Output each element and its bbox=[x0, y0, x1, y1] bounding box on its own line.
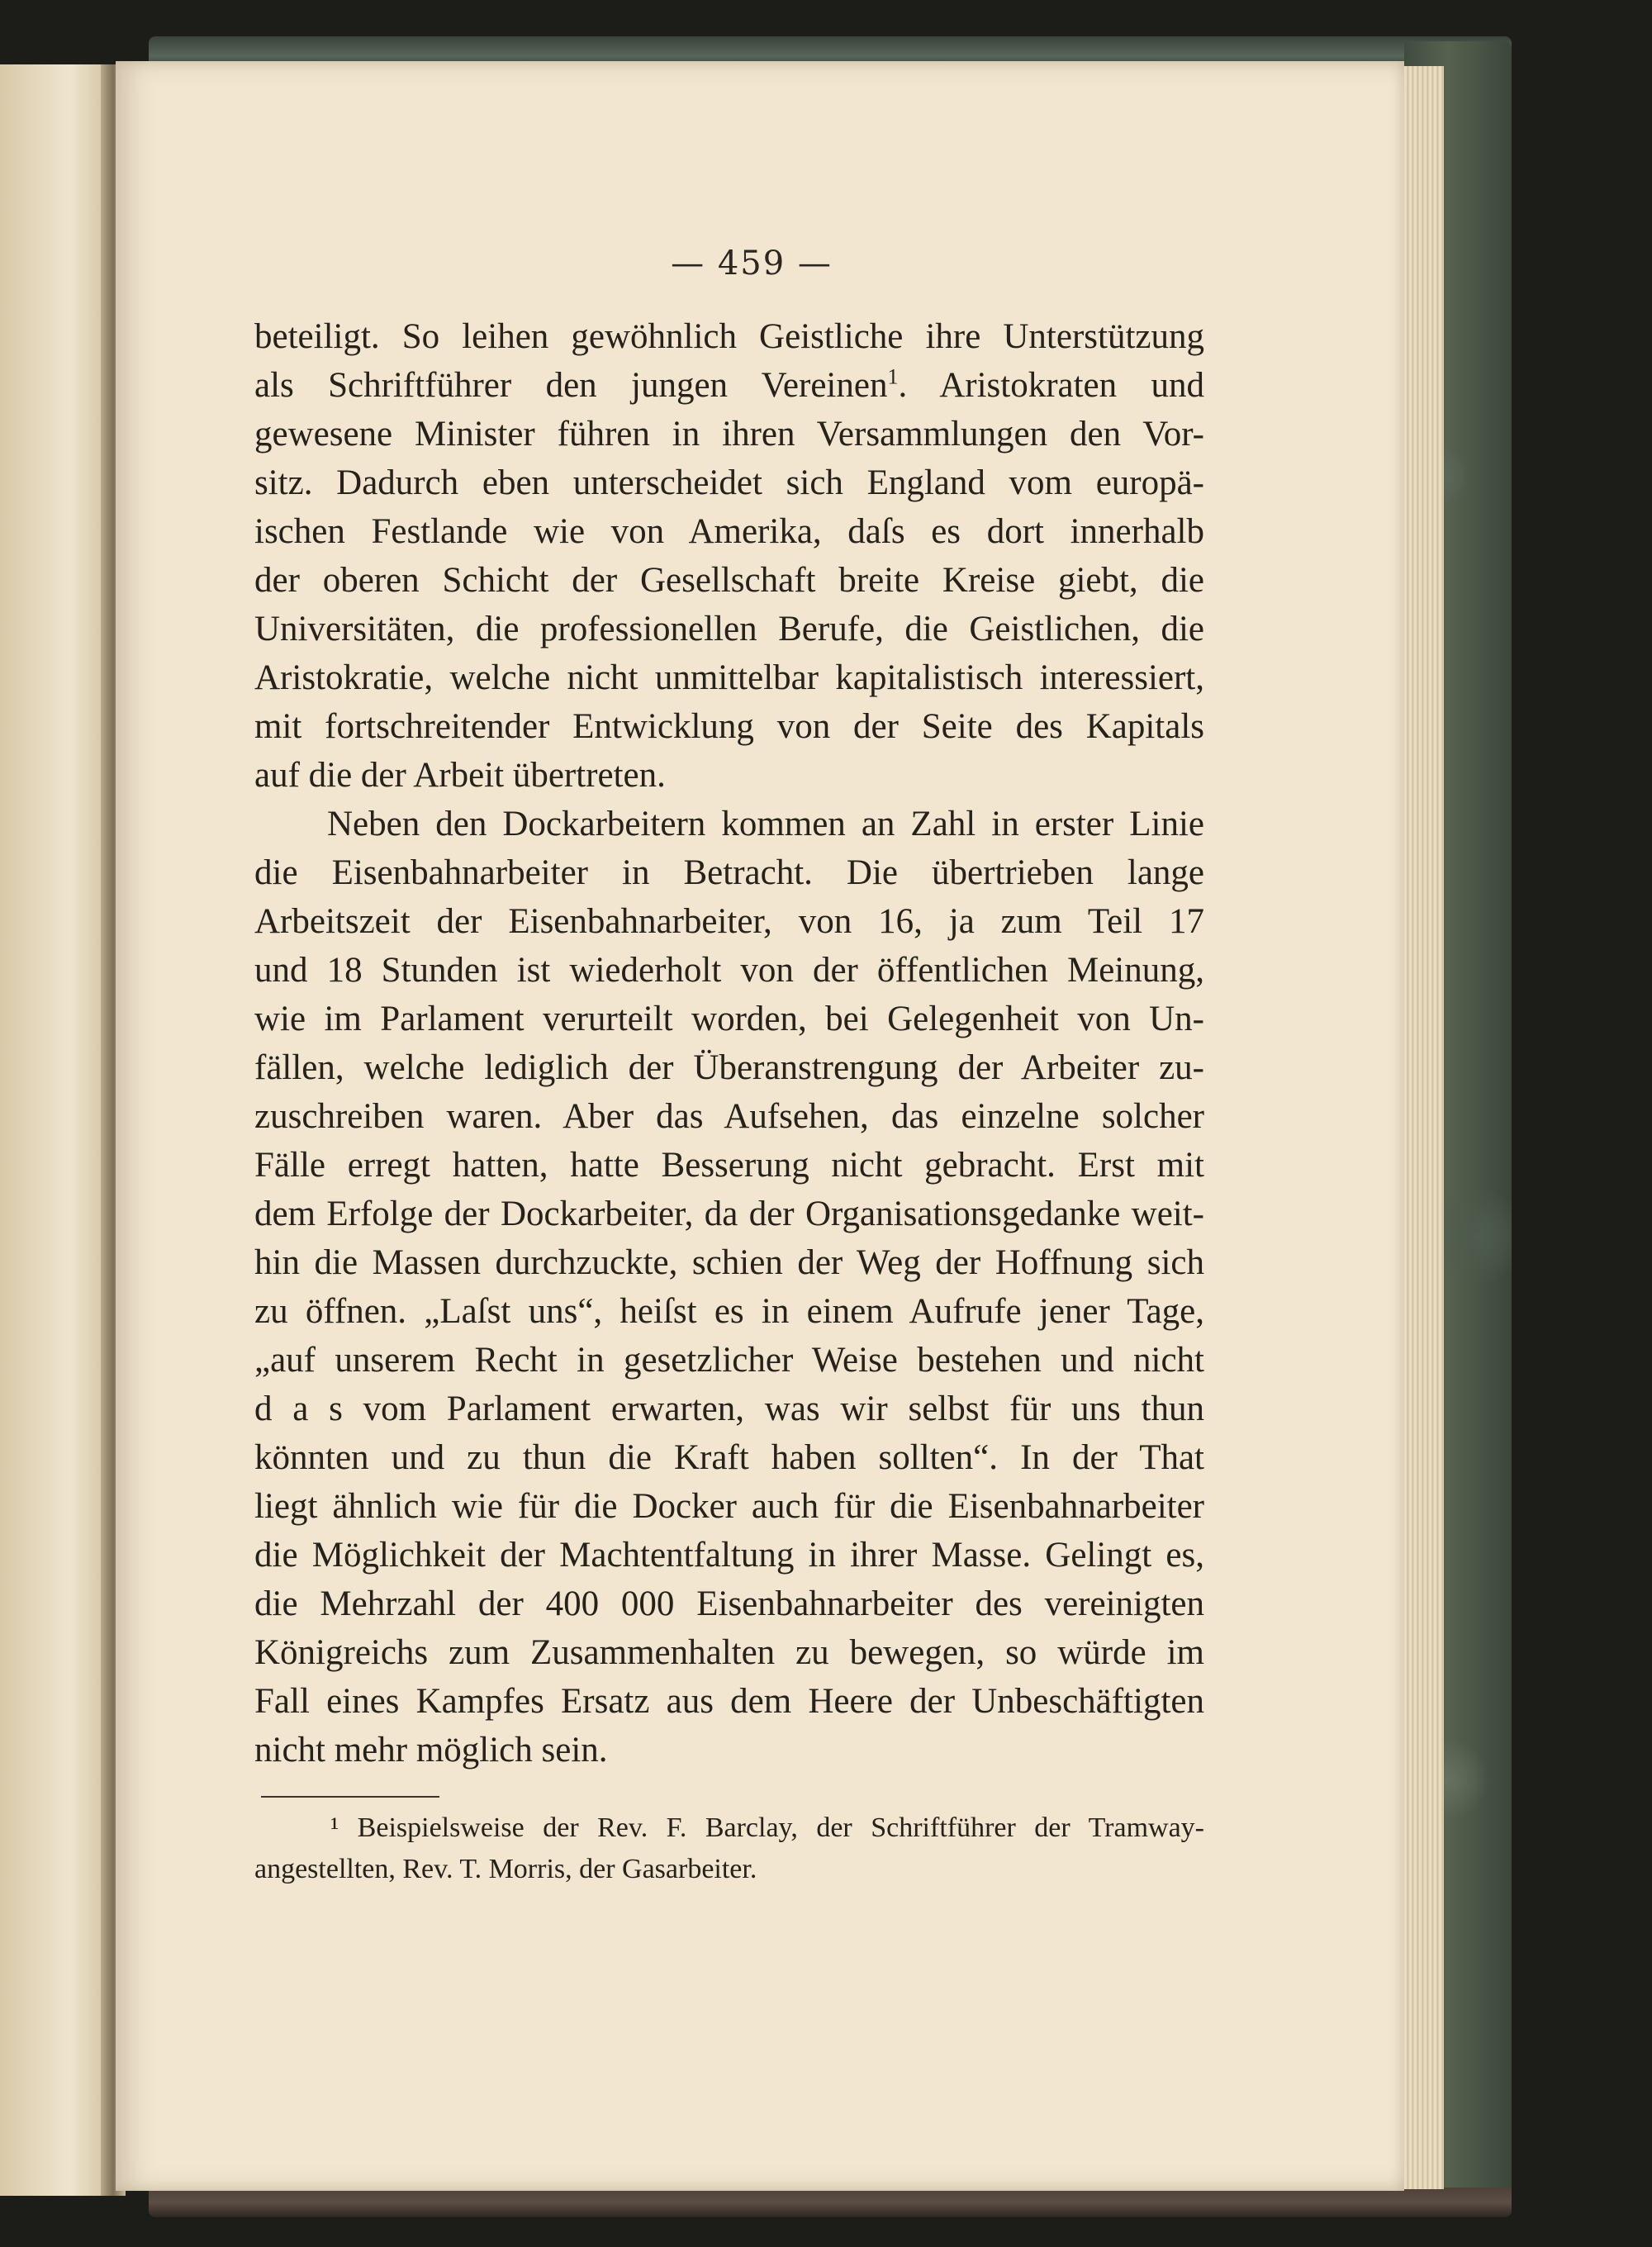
text-line: dem Erfolge der Dockarbeiter, da der Organisationsgedanke weit- bbox=[254, 1195, 1204, 1233]
text-line: sitz. Dadurch eben unterscheidet sich England vom europä- bbox=[254, 463, 1204, 502]
text-line: könnten und zu thun die Kraft haben sollten“. In der That bbox=[254, 1438, 1204, 1477]
text-line: hin die Massen durchzuckte, schien der Weg der Hoffnung sich bbox=[254, 1243, 1204, 1282]
text-line: die Möglichkeit der Machtentfaltung in ihrer Masse. Gelingt es, bbox=[254, 1536, 1204, 1575]
text-line: als Schriftführer den jungen Vereinen$^1$. Aristokraten und bbox=[254, 364, 1204, 405]
text-line: ischen Festlande wie von Amerika, daſs es dort innerhalb bbox=[254, 512, 1204, 551]
text-line: die Mehrzahl der 400 000 Eisenbahnarbeiter des vereinigten bbox=[254, 1584, 1204, 1623]
text-line: und 18 Stunden ist wiederholt von der öffentlichen Meinung, bbox=[254, 951, 1204, 990]
text-line: auf die der Arbeit übertreten. bbox=[254, 756, 666, 795]
book-cover-bottom-edge bbox=[149, 2188, 1512, 2217]
text-line: Fälle erregt hatten, hatte Besserung nicht gebracht. Erst mit bbox=[254, 1146, 1204, 1185]
text-line: wie im Parlament verurteilt worden, bei Gelegenheit von Un- bbox=[254, 1000, 1204, 1038]
paragraph-2 bbox=[254, 800, 1204, 1774]
body-text bbox=[254, 312, 1204, 1774]
text-line: die Eisenbahnarbeiter in Betracht. Die übertrieben lange bbox=[254, 853, 1204, 892]
text-line: Neben den Dockarbeitern kommen an Zahl in erster Linie bbox=[327, 805, 1204, 843]
text-line: zu öffnen. „Laſst uns“, heiſst es in einem Aufrufe jener Tage, bbox=[254, 1292, 1204, 1331]
text-line: der oberen Schicht der Gesellschaft breite Kreise giebt, die bbox=[254, 561, 1204, 600]
footnote-line: ¹ Beispielsweise der Rev. F. Barclay, der Schriftführer der Tramway- bbox=[330, 1812, 1204, 1843]
text-line: Arbeitszeit der Eisenbahnarbeiter, von 16, ja zum Teil 17 bbox=[254, 902, 1204, 941]
page-stack-edges bbox=[1404, 66, 1444, 2189]
footnote-line: angestellten, Rev. T. Morris, der Gasarbeiter. bbox=[254, 1854, 757, 1884]
text-line: „auf unserem Recht in gesetzlicher Weise bestehen und nicht bbox=[254, 1341, 1204, 1380]
text-line: beteiligt. So leihen gewöhnlich Geistliche ihre Unterstützung bbox=[254, 317, 1204, 356]
text-line: gewesene Minister führen in ihren Versammlungen den Vor- bbox=[254, 415, 1204, 454]
footnote-separator-rule bbox=[261, 1796, 439, 1798]
facing-page-edge bbox=[0, 64, 116, 2196]
footnote bbox=[254, 1808, 1204, 1890]
text-line: liegt ähnlich wie für die Docker auch für die Eisenbahnarbeiter bbox=[254, 1487, 1204, 1526]
text-line: Universitäten, die professionellen Berufe, die Geistlichen, die bbox=[254, 610, 1204, 648]
text-line: fällen, welche lediglich der Überanstrengung der Arbeiter zu- bbox=[254, 1048, 1204, 1087]
text-line: nicht mehr möglich sein. bbox=[254, 1731, 608, 1770]
text-line: Königreichs zum Zusammenhalten zu bewegen, so würde im bbox=[254, 1633, 1204, 1672]
text-line: Aristokratie, welche nicht unmittelbar kapitalistisch interessiert, bbox=[254, 658, 1204, 697]
text-line: d a s vom Parlament erwarten, was wir selbst für uns thun bbox=[254, 1390, 1204, 1428]
page-number: — 459 — bbox=[671, 245, 833, 283]
text-line: Fall eines Kampfes Ersatz aus dem Heere der Unbeschäftigten bbox=[254, 1682, 1204, 1721]
text-line: mit fortschreitender Entwicklung von der Seite des Kapitals bbox=[254, 707, 1204, 746]
footnote-marker: 1 bbox=[887, 364, 899, 389]
text-line: zuschreiben waren. Aber das Aufsehen, das einzelne solcher bbox=[254, 1097, 1204, 1136]
paragraph-1 bbox=[254, 312, 1204, 800]
